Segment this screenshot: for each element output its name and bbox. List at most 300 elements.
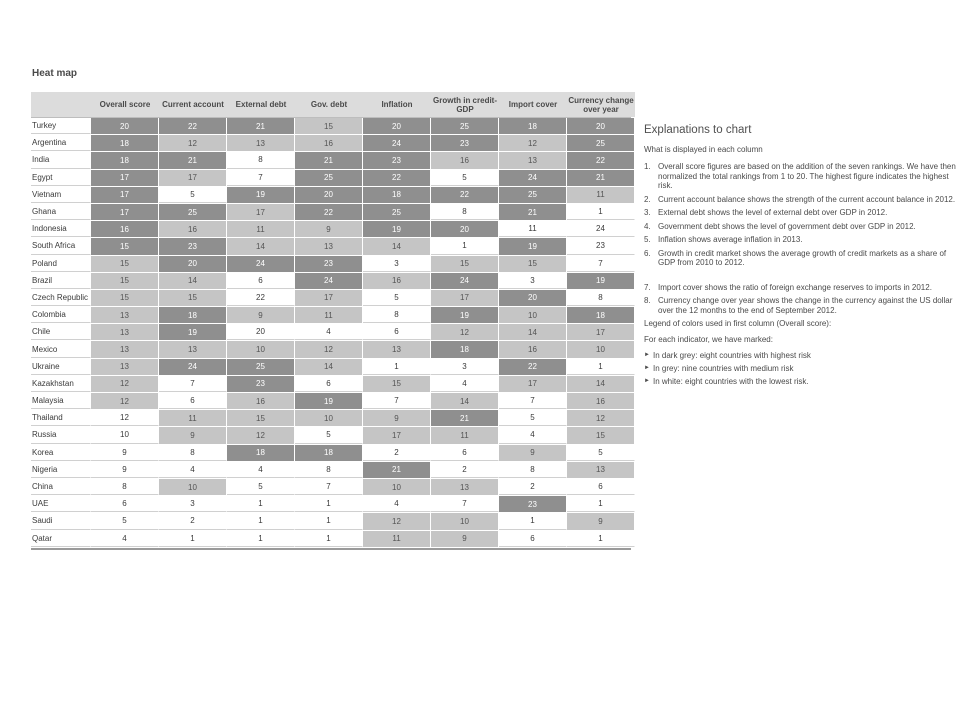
country-label: China — [31, 479, 91, 495]
score-cell: 20 — [567, 118, 635, 134]
score-cell: 12 — [227, 427, 295, 443]
table-row — [31, 307, 631, 324]
score-cell: 12 — [91, 376, 159, 392]
score-cell: 18 — [91, 135, 159, 151]
score-cell: 23 — [363, 152, 431, 168]
score-cell: 11 — [363, 531, 431, 547]
country-label: Korea — [31, 445, 91, 461]
score-cell: 22 — [431, 187, 499, 203]
score-cell: 1 — [567, 531, 635, 547]
table-row — [31, 118, 631, 135]
score-cell: 20 — [431, 221, 499, 237]
bullet-text: In grey: nine countries with medium risk — [653, 364, 794, 373]
score-cell: 2 — [363, 445, 431, 461]
table-row — [31, 462, 631, 479]
score-cell: 17 — [431, 290, 499, 306]
score-cell: 14 — [227, 238, 295, 254]
score-cell: 25 — [363, 204, 431, 220]
score-cell: 24 — [567, 221, 635, 237]
list-item — [644, 249, 960, 268]
score-cell: 9 — [91, 462, 159, 478]
score-cell: 24 — [499, 170, 567, 186]
score-cell: 25 — [431, 118, 499, 134]
score-cell: 9 — [227, 307, 295, 323]
score-cell: 12 — [295, 341, 363, 357]
score-cell: 6 — [431, 445, 499, 461]
item-number: 3. — [644, 208, 651, 217]
score-cell: 14 — [499, 324, 567, 340]
item-number: 4. — [644, 221, 651, 231]
table-row — [31, 221, 631, 238]
score-cell: 2 — [159, 513, 227, 529]
score-cell: 11 — [431, 427, 499, 443]
country-label: South Africa — [31, 238, 91, 254]
score-cell: 18 — [91, 152, 159, 168]
score-cell: 20 — [227, 324, 295, 340]
list-item — [644, 235, 960, 245]
column-header: Currency change over year — [567, 92, 635, 117]
score-cell: 22 — [295, 204, 363, 220]
score-cell: 5 — [227, 479, 295, 495]
score-cell: 16 — [295, 135, 363, 151]
score-cell: 1 — [227, 531, 295, 547]
legend-bullets — [644, 351, 960, 386]
list-item — [644, 296, 960, 315]
country-label: India — [31, 152, 91, 168]
table-row — [31, 152, 631, 169]
bullet-text: In dark grey: eight countries with highest risk — [653, 351, 811, 360]
explanations-subtitle: What is displayed in each column — [644, 145, 763, 154]
score-cell: 13 — [295, 238, 363, 254]
score-cell: 10 — [295, 410, 363, 426]
score-cell: 8 — [363, 307, 431, 323]
list-item — [644, 222, 960, 232]
column-header: Current account — [159, 92, 227, 117]
score-cell: 7 — [567, 256, 635, 272]
explanation-list-continued — [644, 283, 960, 316]
score-cell: 6 — [91, 496, 159, 512]
score-cell: 13 — [91, 324, 159, 340]
score-cell: 16 — [499, 341, 567, 357]
table-row — [31, 359, 631, 376]
score-cell: 18 — [567, 307, 635, 323]
score-cell: 21 — [363, 462, 431, 478]
score-cell: 11 — [295, 307, 363, 323]
score-cell: 6 — [227, 273, 295, 289]
score-cell: 11 — [227, 221, 295, 237]
score-cell: 13 — [91, 307, 159, 323]
score-cell: 9 — [363, 410, 431, 426]
country-label: Indonesia — [31, 221, 91, 237]
score-cell: 19 — [295, 393, 363, 409]
score-cell: 9 — [499, 445, 567, 461]
score-cell: 17 — [499, 376, 567, 392]
table-row — [31, 496, 631, 513]
table-row — [31, 341, 631, 358]
table-row — [31, 273, 631, 290]
list-item — [644, 364, 960, 373]
score-cell: 2 — [431, 462, 499, 478]
score-cell: 23 — [159, 238, 227, 254]
score-cell: 12 — [159, 135, 227, 151]
table-row — [31, 427, 631, 444]
score-cell: 21 — [159, 152, 227, 168]
score-cell: 15 — [499, 256, 567, 272]
country-label: Chile — [31, 324, 91, 340]
score-cell: 23 — [227, 376, 295, 392]
score-cell: 6 — [295, 376, 363, 392]
score-cell: 4 — [227, 462, 295, 478]
score-cell: 7 — [499, 393, 567, 409]
score-cell: 7 — [363, 393, 431, 409]
score-cell: 4 — [431, 376, 499, 392]
score-cell: 5 — [295, 427, 363, 443]
score-cell: 10 — [91, 427, 159, 443]
score-cell: 19 — [363, 221, 431, 237]
score-cell: 16 — [567, 393, 635, 409]
score-cell: 4 — [295, 324, 363, 340]
score-cell: 24 — [159, 359, 227, 375]
score-cell: 14 — [431, 393, 499, 409]
score-cell: 10 — [363, 479, 431, 495]
score-cell: 13 — [91, 341, 159, 357]
country-label: Qatar — [31, 531, 91, 547]
item-text: Overall score figures are based on the addition of the seven rankings. We have then normalized the total rankings from 1 to 20. The highest figure indicates the highest risk. — [658, 162, 956, 190]
score-cell: 1 — [295, 513, 363, 529]
score-cell: 9 — [295, 221, 363, 237]
country-label: Colombia — [31, 307, 91, 323]
bullet-text: In white: eight countries with the lowest risk. — [653, 377, 809, 386]
score-cell: 13 — [159, 341, 227, 357]
score-cell: 13 — [499, 152, 567, 168]
score-cell: 22 — [227, 290, 295, 306]
item-text: Government debt shows the level of government debt over GDP in 2012. — [658, 221, 916, 231]
score-cell: 3 — [499, 273, 567, 289]
item-number: 5. — [644, 235, 651, 244]
table-row — [31, 479, 631, 496]
score-cell: 18 — [159, 307, 227, 323]
score-cell: 25 — [295, 170, 363, 186]
column-header: Gov. debt — [295, 92, 363, 117]
score-cell: 18 — [431, 341, 499, 357]
score-cell: 8 — [431, 204, 499, 220]
score-cell: 20 — [91, 118, 159, 134]
score-cell: 5 — [499, 410, 567, 426]
score-cell: 14 — [567, 376, 635, 392]
score-cell: 24 — [295, 273, 363, 289]
country-label: Egypt — [31, 170, 91, 186]
score-cell: 11 — [499, 221, 567, 237]
score-cell: 8 — [567, 290, 635, 306]
list-item — [644, 162, 960, 191]
score-cell: 14 — [295, 359, 363, 375]
item-text: Inflation shows average inflation in 2013. — [658, 235, 803, 244]
score-cell: 16 — [227, 393, 295, 409]
score-cell: 17 — [91, 187, 159, 203]
score-cell: 19 — [159, 324, 227, 340]
score-cell: 16 — [91, 221, 159, 237]
column-header: Import cover — [499, 92, 567, 117]
score-cell: 20 — [499, 290, 567, 306]
score-cell: 6 — [499, 531, 567, 547]
score-cell: 9 — [159, 427, 227, 443]
table-bottom-rule — [31, 548, 631, 550]
score-cell: 7 — [159, 376, 227, 392]
score-cell: 8 — [227, 152, 295, 168]
score-cell: 23 — [295, 256, 363, 272]
score-cell: 21 — [431, 410, 499, 426]
score-cell: 20 — [363, 118, 431, 134]
explanations-title: Explanations to chart — [644, 124, 752, 136]
score-cell: 19 — [431, 307, 499, 323]
legend-heading: Legend of colors used in first column (Overall score): — [644, 319, 832, 328]
table-row — [31, 410, 631, 427]
table-row — [31, 238, 631, 255]
score-cell: 11 — [159, 410, 227, 426]
list-item — [644, 351, 960, 360]
column-header: External debt — [227, 92, 295, 117]
score-cell: 24 — [363, 135, 431, 151]
score-cell: 20 — [159, 256, 227, 272]
score-cell: 6 — [363, 324, 431, 340]
score-cell: 12 — [499, 135, 567, 151]
country-label: Kazakhstan — [31, 376, 91, 392]
score-cell: 1 — [567, 359, 635, 375]
score-cell: 1 — [431, 238, 499, 254]
score-cell: 25 — [567, 135, 635, 151]
table-row — [31, 376, 631, 393]
heat-map-body — [31, 118, 631, 548]
score-cell: 16 — [159, 221, 227, 237]
item-number: 2. — [644, 194, 651, 204]
score-cell: 8 — [499, 462, 567, 478]
score-cell: 9 — [91, 445, 159, 461]
score-cell: 18 — [363, 187, 431, 203]
score-cell: 2 — [499, 479, 567, 495]
score-cell: 17 — [91, 204, 159, 220]
score-cell: 25 — [499, 187, 567, 203]
bullet-arrow-icon: ► — [644, 378, 650, 384]
score-cell: 1 — [567, 204, 635, 220]
score-cell: 1 — [567, 496, 635, 512]
score-cell: 12 — [431, 324, 499, 340]
score-cell: 23 — [499, 496, 567, 512]
score-cell: 10 — [159, 479, 227, 495]
score-cell: 19 — [499, 238, 567, 254]
item-number: 7. — [644, 282, 651, 292]
score-cell: 15 — [159, 290, 227, 306]
score-cell: 16 — [363, 273, 431, 289]
score-cell: 21 — [499, 204, 567, 220]
score-cell: 22 — [159, 118, 227, 134]
score-cell: 8 — [295, 462, 363, 478]
score-cell: 24 — [227, 256, 295, 272]
item-text: Growth in credit market shows the average growth of credit markets as a share of GDP from 2010 to 2012. — [658, 248, 947, 267]
score-cell: 1 — [227, 513, 295, 529]
country-label: Ghana — [31, 204, 91, 220]
explanations-panel — [644, 124, 960, 390]
list-item — [644, 195, 960, 205]
bullet-arrow-icon: ► — [644, 352, 650, 358]
score-cell: 15 — [295, 118, 363, 134]
table-row — [31, 290, 631, 307]
score-cell: 17 — [295, 290, 363, 306]
column-header: Growth in credit-GDP — [431, 92, 499, 117]
score-cell: 7 — [227, 170, 295, 186]
country-label: Poland — [31, 256, 91, 272]
score-cell: 1 — [227, 496, 295, 512]
country-label: Malaysia — [31, 393, 91, 409]
score-cell: 17 — [227, 204, 295, 220]
country-label: Russia — [31, 427, 91, 443]
country-label: Turkey — [31, 118, 91, 134]
score-cell: 1 — [295, 531, 363, 547]
score-cell: 22 — [363, 170, 431, 186]
score-cell: 3 — [363, 256, 431, 272]
explanation-list — [644, 162, 960, 268]
score-cell: 13 — [91, 359, 159, 375]
score-cell: 12 — [91, 410, 159, 426]
item-text: Import cover shows the ratio of foreign exchange reserves to imports in 2012. — [658, 282, 932, 292]
score-cell: 5 — [159, 187, 227, 203]
score-cell: 18 — [227, 445, 295, 461]
score-cell: 14 — [159, 273, 227, 289]
score-cell: 9 — [567, 513, 635, 529]
score-cell: 15 — [91, 273, 159, 289]
score-cell: 22 — [499, 359, 567, 375]
score-cell: 10 — [499, 307, 567, 323]
score-cell: 8 — [91, 479, 159, 495]
score-cell: 5 — [567, 445, 635, 461]
score-cell: 19 — [567, 273, 635, 289]
score-cell: 10 — [227, 341, 295, 357]
heat-map-header — [31, 92, 634, 118]
country-label: Brazil — [31, 273, 91, 289]
table-row — [31, 135, 631, 152]
score-cell: 3 — [431, 359, 499, 375]
score-cell: 1 — [499, 513, 567, 529]
score-cell: 25 — [159, 204, 227, 220]
item-text: External debt shows the level of external debt over GDP in 2012. — [658, 208, 888, 217]
table-row — [31, 324, 631, 341]
score-cell: 15 — [227, 410, 295, 426]
score-cell: 1 — [295, 496, 363, 512]
score-cell: 13 — [363, 341, 431, 357]
score-cell: 13 — [227, 135, 295, 151]
item-text: Current account balance shows the strength of the current account balance in 2012. — [658, 194, 956, 204]
item-number: 6. — [644, 248, 651, 258]
score-cell: 13 — [431, 479, 499, 495]
score-cell: 16 — [431, 152, 499, 168]
list-item — [644, 208, 960, 218]
list-item — [644, 283, 960, 293]
table-row — [31, 393, 631, 410]
score-cell: 12 — [567, 410, 635, 426]
score-cell: 4 — [159, 462, 227, 478]
score-cell: 17 — [567, 324, 635, 340]
table-row — [31, 513, 631, 530]
score-cell: 1 — [363, 359, 431, 375]
score-cell: 4 — [363, 496, 431, 512]
score-cell: 21 — [295, 152, 363, 168]
score-cell: 15 — [431, 256, 499, 272]
score-cell: 10 — [431, 513, 499, 529]
table-row — [31, 187, 631, 204]
score-cell: 19 — [227, 187, 295, 203]
score-cell: 17 — [159, 170, 227, 186]
country-label: Saudi — [31, 513, 91, 529]
column-header: Overall score — [91, 92, 159, 117]
score-cell: 5 — [431, 170, 499, 186]
score-cell: 12 — [363, 513, 431, 529]
score-cell: 15 — [363, 376, 431, 392]
item-text: Currency change over year shows the change in the currency against the US dollar over the 12 months to the end of September 2012. — [658, 296, 953, 315]
score-cell: 15 — [91, 238, 159, 254]
score-cell: 23 — [431, 135, 499, 151]
table-row — [31, 445, 631, 462]
country-label: UAE — [31, 496, 91, 512]
score-cell: 13 — [567, 462, 635, 478]
country-label: Thailand — [31, 410, 91, 426]
score-cell: 17 — [363, 427, 431, 443]
score-cell: 15 — [91, 256, 159, 272]
country-label: Czech Republic — [31, 290, 91, 306]
score-cell: 24 — [431, 273, 499, 289]
score-cell: 6 — [567, 479, 635, 495]
marked-heading: For each indicator, we have marked: — [644, 335, 773, 344]
score-cell: 17 — [91, 170, 159, 186]
score-cell: 9 — [431, 531, 499, 547]
score-cell: 4 — [91, 531, 159, 547]
table-row — [31, 170, 631, 187]
table-row — [31, 256, 631, 273]
score-cell: 25 — [227, 359, 295, 375]
score-cell: 6 — [159, 393, 227, 409]
column-header: Inflation — [363, 92, 431, 117]
score-cell: 10 — [567, 341, 635, 357]
score-cell: 11 — [567, 187, 635, 203]
score-cell: 23 — [567, 238, 635, 254]
heat-map-table — [31, 92, 634, 550]
score-cell: 15 — [567, 427, 635, 443]
score-cell: 5 — [363, 290, 431, 306]
score-cell: 1 — [159, 531, 227, 547]
table-row — [31, 204, 631, 221]
country-label: Ukraine — [31, 359, 91, 375]
score-cell: 5 — [91, 513, 159, 529]
score-cell: 18 — [295, 445, 363, 461]
score-cell: 14 — [363, 238, 431, 254]
heat-map-title: Heat map — [32, 68, 78, 79]
country-label: Vietnam — [31, 187, 91, 203]
country-label: Mexico — [31, 341, 91, 357]
bullet-arrow-icon: ► — [644, 365, 650, 371]
list-item — [644, 377, 960, 386]
score-cell: 21 — [227, 118, 295, 134]
score-cell: 7 — [295, 479, 363, 495]
country-label: Nigeria — [31, 462, 91, 478]
score-cell: 21 — [567, 170, 635, 186]
score-cell: 3 — [159, 496, 227, 512]
country-column-header — [31, 92, 91, 117]
country-label: Argentina — [31, 135, 91, 151]
item-number: 1. — [644, 162, 651, 171]
score-cell: 7 — [431, 496, 499, 512]
score-cell: 8 — [159, 445, 227, 461]
score-cell: 4 — [499, 427, 567, 443]
table-row — [31, 531, 631, 548]
score-cell: 20 — [295, 187, 363, 203]
